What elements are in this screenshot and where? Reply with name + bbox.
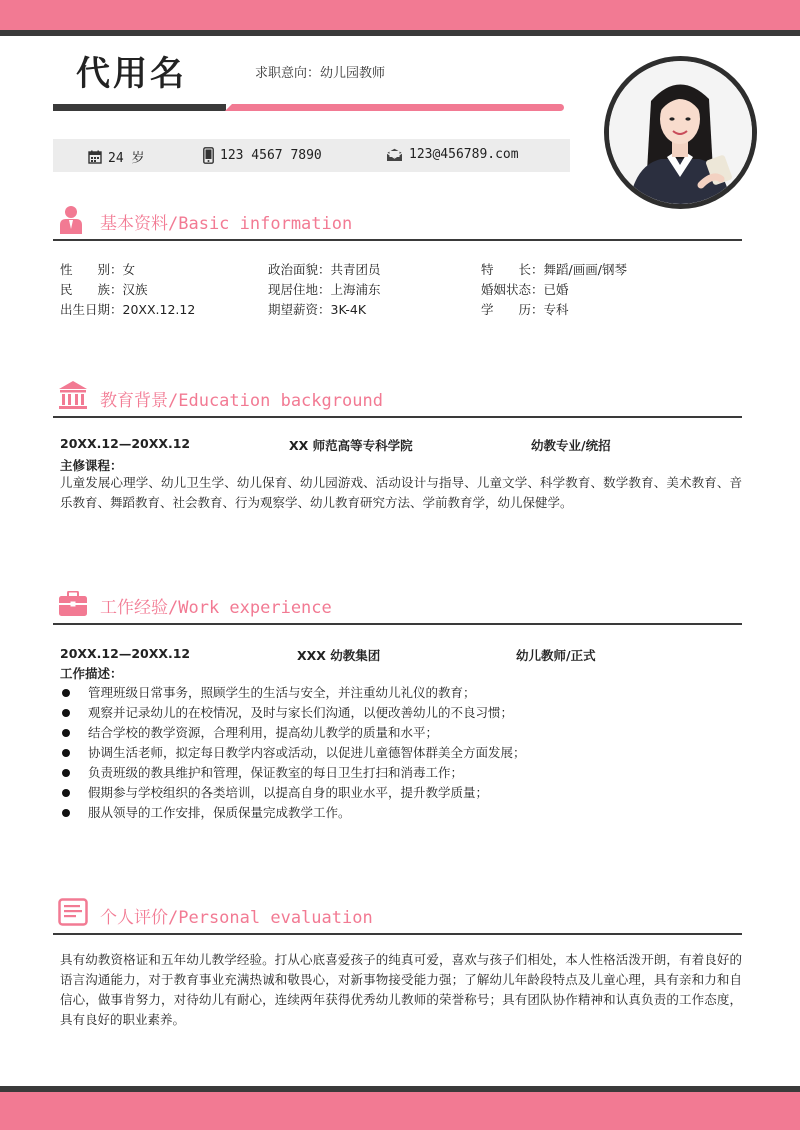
- institution-icon: [58, 380, 88, 410]
- header-bar-pink-tip: [225, 104, 232, 111]
- email-text[interactable]: 123@456789.com: [409, 147, 519, 162]
- list-item: 结合学校的教学资源，合理利用，提高幼儿教学的质量和水平；: [60, 723, 742, 743]
- list-item: 协调生活老师，拟定每日教学内容或活动，以促进儿童德智体群美全方面发展；: [60, 743, 742, 763]
- candidate-name: 代用名: [76, 54, 187, 94]
- evaluation-text: 具有幼教资格证和五年幼儿教学经验。打从心底喜爱孩子的纯真可爱，喜欢与孩子们相处，本人性格活泼开朗，有着良好的语言沟通能力，对于教育事业充满热诚和敬畏心，对新事物接受能力强；了解幼儿年龄段特点及儿童心理，具有亲和力和自信心，做事肯努力，对待幼儿有耐心，连续两年获得优秀幼儿教师的荣誉称号；具有团队协作精神和认真负责的工作态度，具有良好的职业素养。: [60, 952, 742, 1027]
- section-rule-evaluation: [53, 933, 742, 935]
- courses-label: 主修课程：: [60, 458, 123, 473]
- work-position: 幼儿教师/正式: [516, 648, 596, 663]
- field-education-level: 学 历：专科: [481, 302, 569, 317]
- section-title-evaluation: 个人评价/Personal evaluation: [100, 908, 373, 928]
- field-expected-salary: 期望薪资：3K-4K: [268, 302, 367, 317]
- section-title-work: 工作经验/Work experience: [100, 598, 332, 618]
- field-residence: 现居住地：上海浦东: [268, 282, 381, 297]
- work-desc-label: 工作描述：: [60, 666, 123, 681]
- objective-label: 求职意向：: [255, 66, 321, 81]
- briefcase-icon: [58, 591, 88, 617]
- contact-strip: [53, 139, 570, 172]
- calendar-icon: [88, 150, 102, 164]
- profile-photo: [604, 56, 757, 209]
- education-school: XX 师范高等专科学院: [289, 438, 413, 453]
- section-title-basic: 基本资料/Basic information: [100, 214, 353, 234]
- objective-value: 幼儿园教师: [320, 66, 386, 81]
- field-birthdate: 出生日期：20XX.12.12: [60, 302, 196, 317]
- top-pink-band: [0, 0, 800, 30]
- list-item: 观察并记录幼儿的在校情况，及时与家长们沟通，以便改善幼儿的不良习惯；: [60, 703, 742, 723]
- phone-text[interactable]: 123 4567 7890: [220, 148, 322, 163]
- field-skills: 特 长：舞蹈/画画/钢琴: [481, 262, 627, 277]
- work-duties-list: [60, 683, 742, 823]
- education-period: 20XX.12—20XX.12: [60, 436, 191, 451]
- header-bar-dark: [53, 104, 226, 111]
- section-rule-work: [53, 623, 742, 625]
- portrait-illustration: [609, 61, 752, 204]
- age-text: 24 岁: [108, 151, 145, 166]
- job-objective: [255, 62, 385, 81]
- person-icon: [58, 205, 84, 235]
- section-rule-basic: [53, 239, 742, 241]
- work-company: XXX 幼教集团: [297, 648, 381, 663]
- field-political-status: 政治面貌：共青团员: [268, 262, 381, 277]
- bottom-pink-band: [0, 1092, 800, 1130]
- email-icon: [386, 148, 403, 162]
- contact-phone: [203, 147, 322, 164]
- list-item: 管理班级日常事务，照顾学生的生活与安全，并注重幼儿礼仪的教育；: [60, 683, 742, 703]
- header-bar-pink: [232, 104, 564, 111]
- document-icon: [58, 898, 88, 926]
- field-ethnicity: 民 族：汉族: [60, 282, 148, 297]
- courses-text: 儿童发展心理学、幼儿卫生学、幼儿保育、幼儿园游戏、活动设计与指导、儿童文学、科学教育、数学教育、美术教育、音乐教育、舞蹈教育、社会教育、行为观察学、幼儿教育研究方法、学前教育学，幼儿保健学。: [60, 475, 742, 510]
- work-period: 20XX.12—20XX.12: [60, 646, 191, 661]
- section-title-education: 教育背景/Education background: [100, 391, 383, 411]
- field-marital-status: 婚姻状态：已婚: [481, 282, 569, 297]
- field-gender: 性 别：女: [60, 262, 136, 277]
- list-item: 服从领导的工作安排，保质保量完成教学工作。: [60, 803, 742, 823]
- education-major: 幼教专业/统招: [531, 438, 611, 453]
- contact-email: [386, 147, 519, 162]
- top-dark-rule: [0, 30, 800, 36]
- section-rule-education: [53, 416, 742, 418]
- phone-icon: [203, 147, 214, 164]
- list-item: 假期参与学校组织的各类培训，以提高自身的职业水平，提升教学质量；: [60, 783, 742, 803]
- list-item: 负责班级的教具维护和管理，保证教室的每日卫生打扫和消毒工作；: [60, 763, 742, 783]
- contact-age: [88, 147, 144, 166]
